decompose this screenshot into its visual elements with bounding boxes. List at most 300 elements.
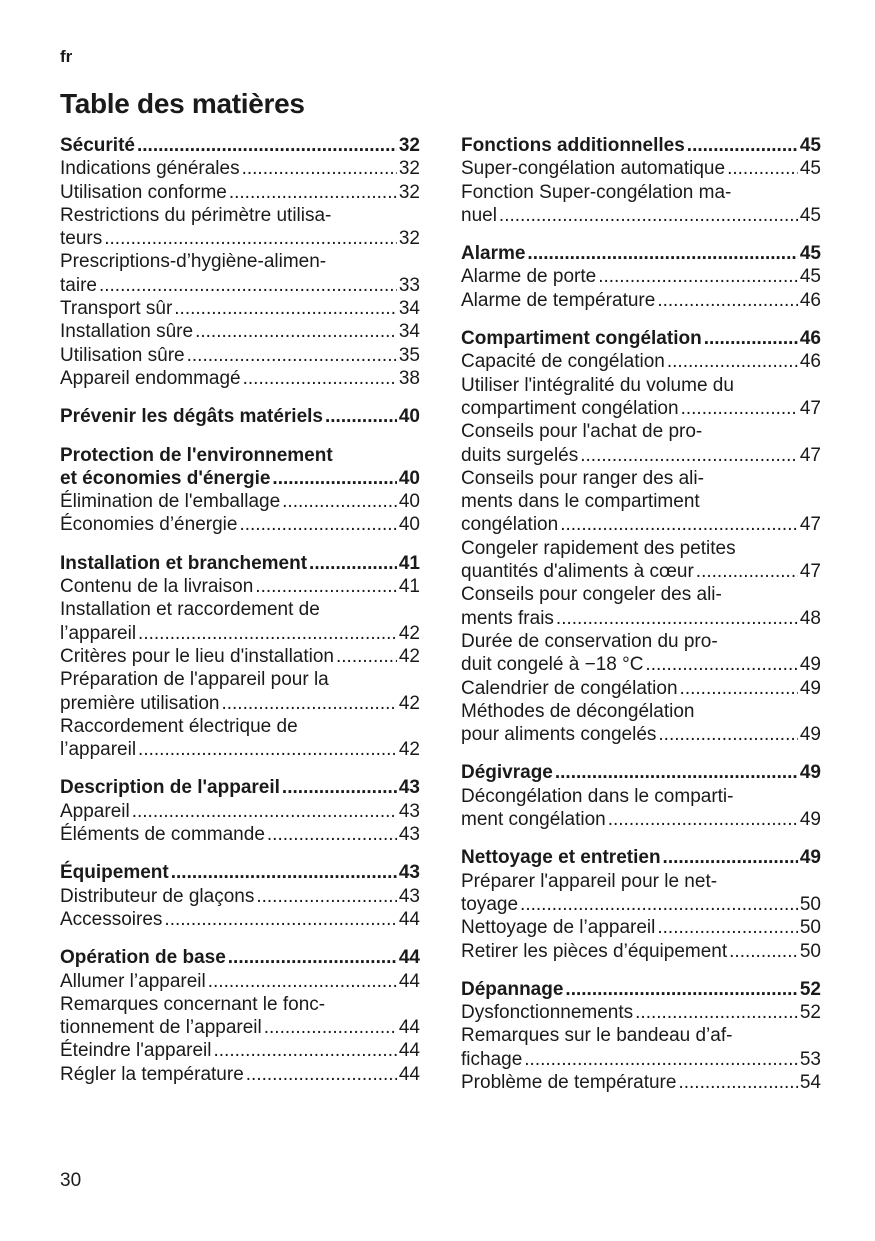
dot-leader [221,692,396,715]
dot-leader [499,204,798,227]
toc-entry-text: Opération de base [60,947,226,969]
dot-leader [309,552,397,575]
dot-leader [272,467,396,490]
dot-leader [704,327,798,350]
toc-page-number: 44 [398,1017,420,1039]
toc-entry[interactable] [461,181,821,228]
dot-leader [645,653,797,676]
toc-entry-text: quantités d'aliments à cœur [461,561,694,583]
toc-page-number: 42 [398,645,420,667]
toc-entry[interactable] [461,289,821,312]
toc-entry[interactable] [461,870,821,917]
toc-page-number: 34 [398,298,420,320]
toc-entry-line [461,350,821,373]
toc-entry-text: Nettoyage de l’appareil [461,917,656,939]
toc-entry[interactable] [60,204,420,251]
toc-entry-text: Remarques concernant le fonc- [60,993,326,1015]
toc-entry-text: Alarme de température [461,289,656,311]
toc-entry[interactable] [60,157,420,180]
dot-leader [187,344,397,367]
toc-entry-text: Sécurité [60,135,135,156]
toc-entry-text: première utilisation [60,692,220,714]
toc-page-number: 50 [799,893,821,915]
dot-leader [242,157,397,180]
toc-page-number: 44 [398,947,420,969]
toc-entry[interactable] [60,800,420,823]
toc-entry-text: Installation sûre [60,321,194,343]
toc-section [60,444,420,537]
toc-page-number: 45 [799,266,821,288]
toc-entry-text: duits surgelés [461,444,579,466]
toc-entry-text: Éléments de commande [60,824,265,846]
dot-leader [229,181,397,204]
dot-leader [667,350,798,373]
toc-entry-text: Installation et raccordement de [60,599,320,621]
toc-entry-line [461,916,821,939]
toc-entry-text: ments frais [461,607,554,629]
toc-entry-line [60,297,420,320]
toc-entry-text: Conseils pour l'achat de pro- [461,421,703,443]
toc-entry-text: Accessoires [60,908,163,930]
toc-entry-line [461,940,821,963]
toc-section [60,134,420,390]
toc-entry[interactable] [60,908,420,931]
toc-page-number: 47 [799,444,821,466]
toc-entry-text: Remarques sur le bandeau d’af- [461,1025,733,1047]
dot-leader [171,861,397,884]
toc-page-number: 32 [398,158,420,180]
toc-entry[interactable] [60,598,420,645]
dot-leader [239,513,396,536]
toc-page-number: 41 [398,552,420,574]
toc-page-number: 45 [799,243,821,265]
toc-entry-line [60,227,420,250]
dot-leader [555,761,798,784]
toc-entry-line [60,1039,420,1062]
toc-entry[interactable] [461,374,821,421]
dot-leader [138,738,397,761]
toc-section [60,946,420,1086]
toc-entry[interactable] [60,513,420,536]
toc-entry[interactable] [461,157,821,180]
dot-leader [195,320,397,343]
toc-page-number: 46 [799,351,821,373]
dot-leader [99,274,397,297]
toc-entry-line [461,444,821,467]
toc-entry[interactable] [461,630,821,677]
toc-section-heading[interactable] [461,761,821,784]
toc-entry-text: duit congelé à −18 °C [461,654,644,676]
toc-page-number: 48 [799,607,821,629]
toc-entry-line [60,946,420,969]
page-title: Table des matières [60,88,305,119]
toc-entry-text: Appareil endommagé [60,367,241,389]
toc-section-heading[interactable] [461,134,821,157]
toc-entry-text: Préparation de l'appareil pour la [60,669,329,691]
toc-entry-line [60,367,420,390]
toc-section-heading[interactable] [60,861,420,884]
dot-leader [680,677,798,700]
toc-entry-line [461,560,821,583]
dot-leader [527,242,797,265]
toc-entry[interactable] [60,490,420,513]
toc-entry[interactable] [60,181,420,204]
toc-section-heading[interactable] [461,978,821,1001]
toc-section [461,327,821,746]
toc-page-number: 32 [398,135,420,156]
toc-entry-text: Économies d’énergie [60,514,238,536]
toc-entry[interactable] [60,645,420,668]
toc-entry-text: Protection de l'environnement [60,444,333,466]
toc-entry-text: Utilisation sûre [60,344,185,366]
toc-page-number: 49 [799,762,821,784]
toc-entry[interactable] [60,993,420,1040]
toc-page-number: 49 [799,847,821,869]
toc-entry-text: Raccordement électrique de [60,715,298,737]
toc-entry[interactable] [461,1071,821,1094]
toc-entry-text: Alarme [461,243,526,265]
toc-entry-text: Dysfonctionnements [461,1002,634,1024]
toc-entry[interactable] [60,250,420,297]
toc-entry-text: Compartiment congélation [461,328,702,350]
dot-leader [687,134,798,157]
toc-entry-line [461,397,821,420]
toc-page-number: 35 [398,344,420,366]
toc-entry[interactable] [461,785,821,832]
toc-entry-text: toyage [461,893,519,915]
toc-entry[interactable] [461,265,821,288]
dot-leader [255,575,397,598]
dot-leader [228,946,397,969]
toc-entry-text: Transport sûr [60,298,173,320]
toc-entry-line [60,490,420,513]
toc-section-heading[interactable] [60,444,420,491]
page-number: 30 [60,1170,82,1191]
toc-entry-line [461,677,821,700]
toc-section [461,846,821,962]
toc-page-number: 43 [398,800,420,822]
toc-entry-line [60,885,420,908]
toc-entry-line [461,761,821,784]
toc-page-number: 45 [799,158,821,180]
toc-entry-text: Élimination de l'emballage [60,491,281,513]
toc-section [60,552,420,762]
toc-entry-line [461,289,821,312]
dot-leader [336,645,397,668]
toc-entry-text: pour aliments congelés [461,724,657,746]
toc-page-number: 45 [799,135,821,156]
toc-section-heading[interactable] [60,946,420,969]
toc-entry-text: Prévenir les dégâts matériels [60,406,323,428]
dot-leader [635,1001,798,1024]
toc-entry-line [461,513,821,536]
toc-entry-line [461,134,821,157]
dot-leader [696,560,798,583]
toc-page-number: 49 [799,677,821,699]
toc-entry-line [60,467,420,490]
toc-entry-text: Critères pour le lieu d'installation [60,645,334,667]
toc-entry[interactable] [60,575,420,598]
toc-entry-line [60,181,420,204]
toc-page-number: 52 [799,1002,821,1024]
toc-page-number: 43 [398,862,420,884]
toc-entry-line [60,738,420,761]
toc-entry[interactable] [60,344,420,367]
dot-leader [104,227,397,250]
toc-entry-text: Installation et branchement [60,552,308,574]
toc-page-number: 40 [398,491,420,513]
toc-section [60,776,420,846]
toc-entry-text: Prescriptions-d’hygiène-alimen- [60,251,327,273]
dot-leader [520,893,798,916]
toc-entry-text: Conseils pour ranger des ali- [461,467,704,489]
toc-entry-text: Congeler rapidement des petites [461,537,736,559]
toc-entry-text: teurs [60,228,103,250]
dot-leader [658,723,797,746]
toc-entry-line [60,800,420,823]
toc-page-number: 50 [799,917,821,939]
toc-entry-line [461,723,821,746]
toc-entry[interactable] [60,970,420,993]
toc-section-heading[interactable] [60,552,420,575]
toc-entry-text: Restrictions du périmètre utilisa- [60,204,332,226]
toc-entry[interactable] [461,700,821,747]
toc-entry-text: ments dans le compartiment [461,491,700,513]
dot-leader [524,1048,798,1071]
toc-page-number: 34 [398,321,420,343]
toc-entry[interactable] [461,1001,821,1024]
toc-entry-text: Distributeur de glaçons [60,885,255,907]
toc-entry[interactable] [60,668,420,715]
toc-entry[interactable] [60,885,420,908]
dot-leader [138,622,397,645]
toc-page-number: 54 [799,1071,821,1093]
dot-leader [214,1039,397,1062]
toc-section [461,978,821,1094]
toc-entry[interactable] [461,677,821,700]
toc-entry-line [461,893,821,916]
toc-entry-text: Dépannage [461,978,564,1000]
toc-entry-text: Préparer l'appareil pour le net- [461,870,718,892]
toc-page-number: 33 [398,274,420,296]
toc-page-number: 44 [398,908,420,930]
toc-entry-line [461,327,821,350]
toc-entry-text: Fonctions additionnelles [461,135,685,156]
toc-entry-line [60,645,420,668]
toc-page-number: 49 [799,654,821,676]
toc-section-heading[interactable] [60,405,420,428]
toc-page-number: 32 [398,228,420,250]
toc-entry-line [461,1048,821,1071]
toc-entry-line [461,846,821,869]
dot-leader [598,265,798,288]
dot-leader [137,134,397,157]
toc-page-number: 40 [398,514,420,536]
toc-entry-line [60,1063,420,1086]
toc-entry-line [60,861,420,884]
toc-entry[interactable] [60,297,420,320]
toc-column-left [60,134,420,1101]
toc-page-number: 49 [799,724,821,746]
toc-entry-line [461,1071,821,1094]
toc-page-number: 53 [799,1048,821,1070]
dot-leader [678,1071,797,1094]
toc-entry-line [60,622,420,645]
toc-page-number: 38 [398,367,420,389]
toc-page-number: 40 [398,406,420,428]
toc-section-heading[interactable] [60,134,420,157]
toc-entry-line [461,204,821,227]
dot-leader [556,607,798,630]
toc-entry-line [60,908,420,931]
toc-entry[interactable] [461,537,821,584]
toc-page-number: 47 [799,561,821,583]
toc-entry-line [461,157,821,180]
toc-entry-text: Fonction Super-congélation ma- [461,181,732,203]
dot-leader [256,885,397,908]
toc-page-number: 42 [398,622,420,644]
toc-page-number: 45 [799,204,821,226]
toc-page-number: 49 [799,809,821,831]
dot-leader [565,978,797,1001]
toc-section-heading[interactable] [461,242,821,265]
toc-column-right [461,134,821,1109]
toc-section-heading[interactable] [461,327,821,350]
toc-entry-text: Alarme de porte [461,266,597,288]
toc-entry-line [461,653,821,676]
toc-entry-line [60,692,420,715]
toc-section-heading[interactable] [60,776,420,799]
toc-section [461,134,821,227]
toc-entry-text: Durée de conservation du pro- [461,630,718,652]
toc-entry-line [461,978,821,1001]
toc-entry[interactable] [60,823,420,846]
toc-entry[interactable] [60,715,420,762]
toc-entry-text: l’appareil [60,622,137,644]
toc-entry-text: Allumer l’appareil [60,970,206,992]
toc-entry[interactable] [461,916,821,939]
toc-page-number: 41 [398,576,420,598]
toc-page-number: 46 [799,328,821,350]
toc-entry-text: Régler la température [60,1063,244,1085]
dot-leader [729,940,798,963]
toc-entry-text: et économies d'énergie [60,467,271,489]
toc-entry-line [60,552,420,575]
toc-page-number: 52 [799,978,821,1000]
toc-entry-line [60,405,420,428]
toc-entry-line [461,607,821,630]
toc-entry-text: Contenu de la livraison [60,576,254,598]
dot-leader [282,776,397,799]
toc-entry-line [60,513,420,536]
toc-entry-text: l’appareil [60,739,137,761]
dot-leader [164,908,396,931]
dot-leader [282,490,397,513]
toc-entry-text: Utiliser l'intégralité du volume du [461,374,734,396]
toc-entry[interactable] [461,420,821,467]
toc-entry-text: Description de l'appareil [60,777,280,799]
dot-leader [208,970,397,993]
toc-entry-line [461,808,821,831]
toc-entry[interactable] [60,320,420,343]
toc-page-number: 47 [799,514,821,536]
dot-leader [727,157,798,180]
toc-page-number: 43 [398,885,420,907]
toc-entry[interactable] [60,1039,420,1062]
toc-entry-line [60,157,420,180]
toc-entry[interactable] [60,367,420,390]
toc-entry-line [60,134,420,157]
toc-entry[interactable] [60,1063,420,1086]
toc-entry-text: Conseils pour congeler des ali- [461,584,722,606]
toc-entry-line [60,823,420,846]
toc-entry-line [60,776,420,799]
toc-page-number: 44 [398,970,420,992]
toc-entry-line [60,320,420,343]
toc-page-number: 32 [398,181,420,203]
dot-leader [246,1063,397,1086]
dot-leader [608,808,798,831]
toc-entry-line [461,1001,821,1024]
toc-entry-text: Méthodes de décongélation [461,700,695,722]
dot-leader [243,367,397,390]
toc-entry-text: taire [60,274,97,296]
toc-page-number: 42 [398,692,420,714]
dot-leader [132,800,397,823]
toc-entry-text: Capacité de congélation [461,351,665,373]
toc-page-number: 50 [799,940,821,962]
toc-entry-line [461,242,821,265]
toc-entry-line [461,265,821,288]
toc-entry[interactable] [461,583,821,630]
dot-leader [267,823,397,846]
toc-page-number: 46 [799,289,821,311]
toc-entry-text: Nettoyage et entretien [461,847,661,869]
toc-entry-text: Calendrier de congélation [461,677,678,699]
toc-entry-text: Utilisation conforme [60,181,227,203]
toc-entry-text: Décongélation dans le comparti- [461,785,734,807]
toc-entry-text: Équipement [60,862,169,884]
toc-entry[interactable] [461,467,821,537]
toc-entry-text: nuel [461,204,497,226]
toc-entry-text: fichage [461,1048,523,1070]
toc-entry-text: tionnement de l’appareil [60,1017,262,1039]
dot-leader [580,444,798,467]
toc-page-number: 43 [398,777,420,799]
dot-leader [325,405,397,428]
toc-entry-text: Indications générales [60,158,240,180]
dot-leader [657,916,798,939]
toc-entry[interactable] [461,940,821,963]
toc-page-number: 44 [398,1063,420,1085]
toc-entry[interactable] [461,1024,821,1071]
dot-leader [681,397,798,420]
toc-entry-text: Problème de température [461,1071,677,1093]
toc-section-heading[interactable] [461,846,821,869]
dot-leader [663,846,798,869]
toc-section [60,861,420,931]
toc-entry-text: Appareil [60,800,130,822]
dot-leader [174,297,397,320]
toc-entry[interactable] [461,350,821,373]
toc-entry-line [60,1016,420,1039]
toc-page-number: 42 [398,739,420,761]
toc-entry-text: ment congélation [461,809,606,831]
toc-page-number: 47 [799,397,821,419]
dot-leader [657,289,798,312]
toc-entry-text: compartiment congélation [461,397,679,419]
dot-leader [264,1016,397,1039]
